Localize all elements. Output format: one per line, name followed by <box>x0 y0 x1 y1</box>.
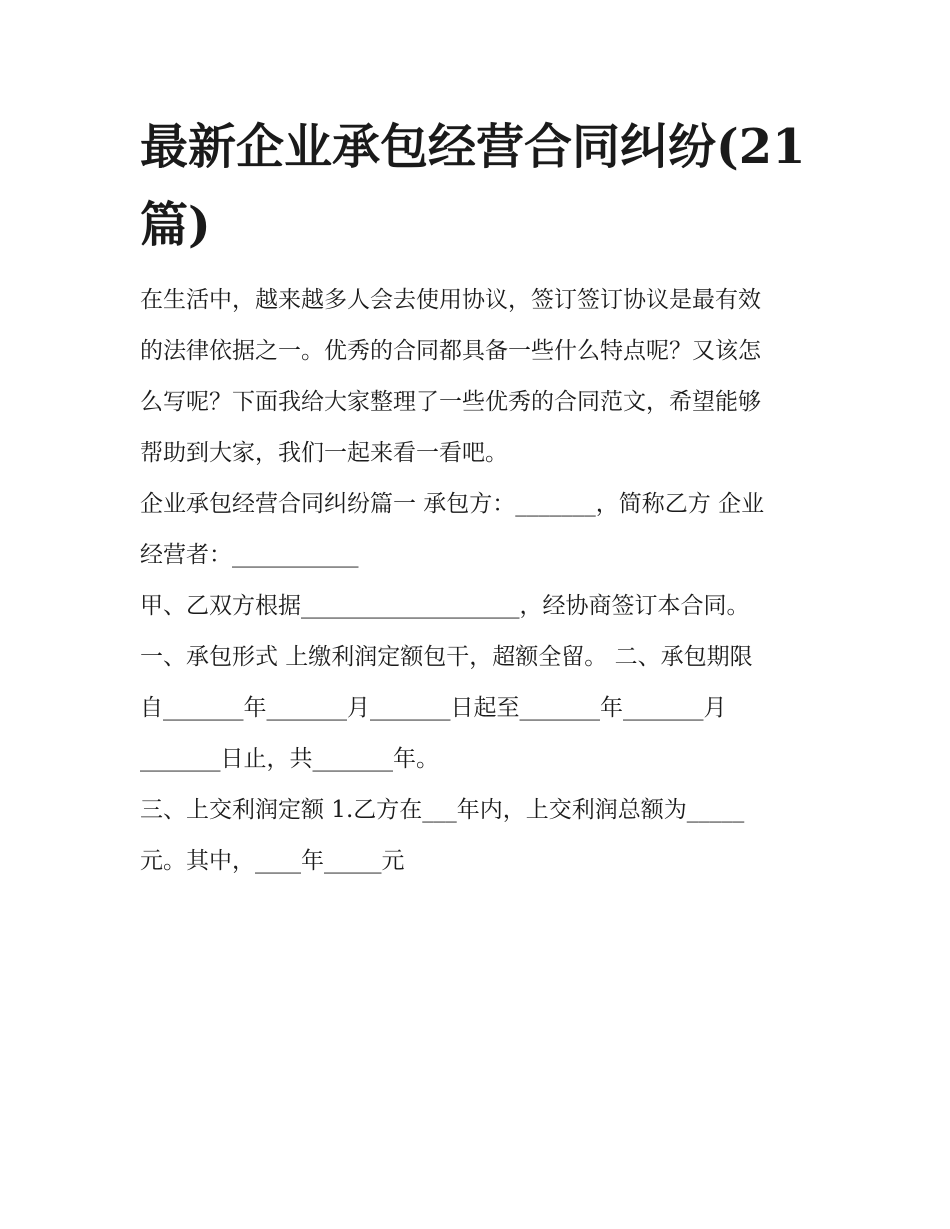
intro-line-1: 在生活中，越来越多人会去使用协议，签订签订协议是最有效 <box>140 287 761 313</box>
clause-form-line: 一、承包形式 上缴利润定额包干，超额全留。 二、承包期限 <box>140 644 753 670</box>
basis-line: 甲、乙双方根据___________________，经协商签订本合同。 <box>140 593 750 619</box>
intro-line-3: 么写呢？下面我给大家整理了一些优秀的合同范文，希望能够 <box>140 389 761 415</box>
operator-line: 经营者：___________ <box>140 542 359 568</box>
clause-period-line-2: _______日止，共_______年。 <box>140 746 439 772</box>
clause-profit-line-2: 元。其中，____年_____元 <box>140 848 405 874</box>
clause-profit-line-1: 三、上交利润定额 1.乙方在___年内，上交利润总额为_____ <box>140 797 745 823</box>
intro-line-4: 帮助到大家，我们一起来看一看吧。 <box>140 440 508 466</box>
contract-parties-line: 企业承包经营合同纠纷篇一 承包方：_______，简称乙方 企业 <box>140 491 765 517</box>
intro-line-2: 的法律依据之一。优秀的合同都具备一些什么特点呢？又该怎 <box>140 338 761 364</box>
clause-period-line-1: 自_______年_______月_______日起至_______年_______月 <box>140 695 727 721</box>
document-title: 最新企业承包经营合同纠纷(21篇) <box>140 119 806 253</box>
